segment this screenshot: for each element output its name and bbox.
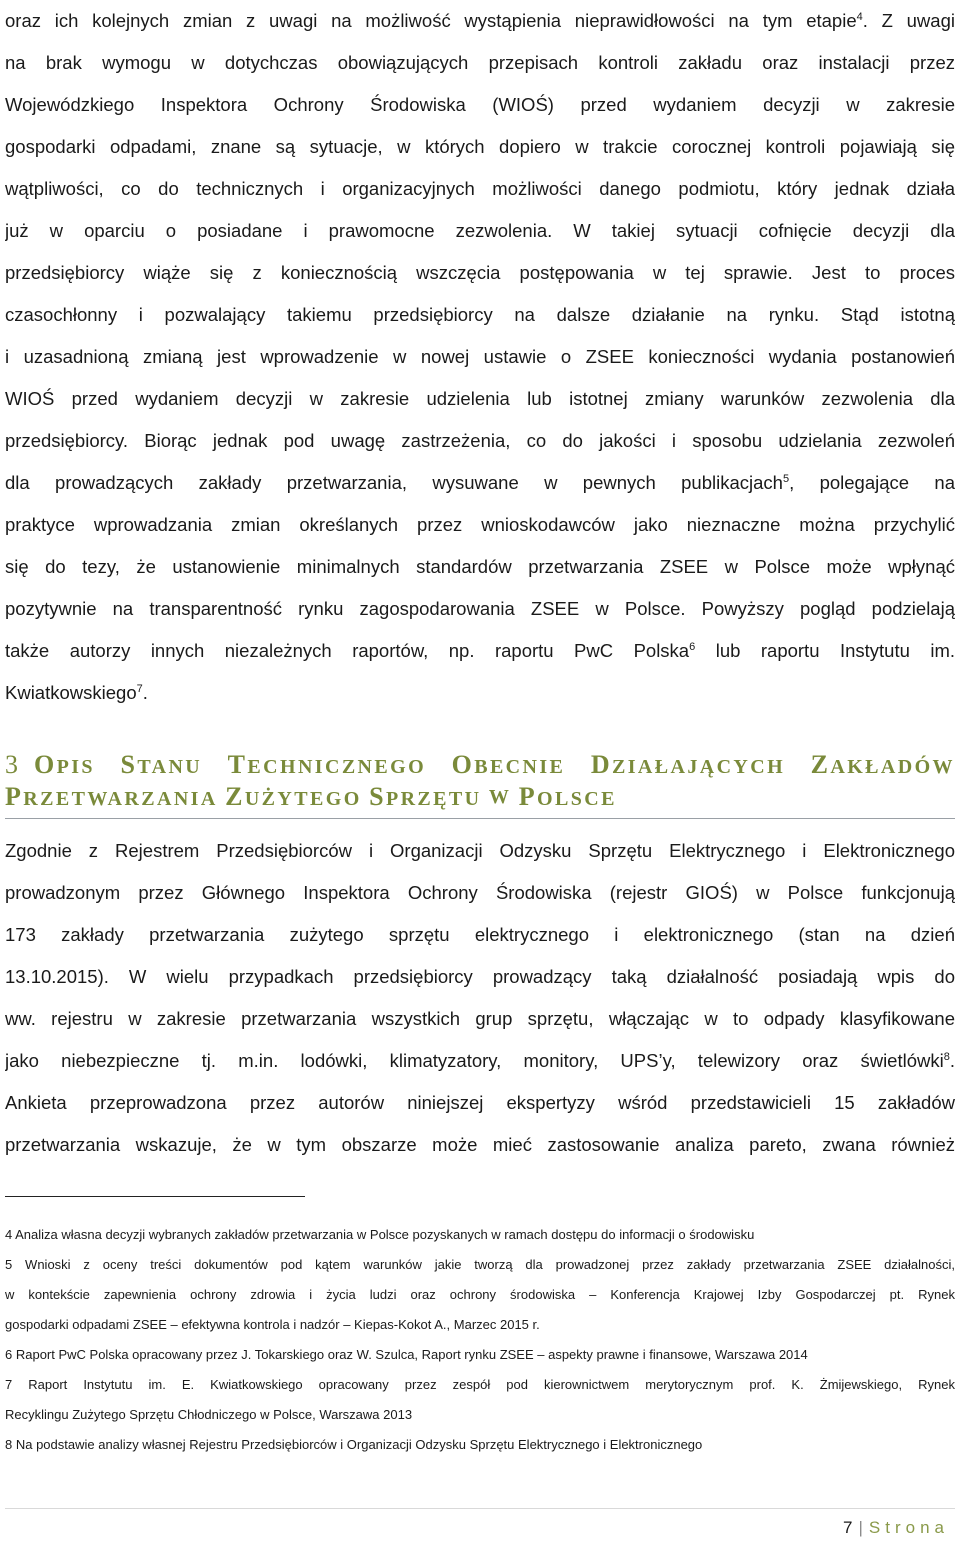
footnote-ref-5[interactable]: 5 bbox=[782, 472, 790, 485]
footnote-8: 8 Na podstawie analizy własnej Rejestru Przedsiębiorców i Organizacji Odzysku Sprzętu Elektrycznego i Elektronicznego bbox=[5, 1437, 703, 1452]
section-heading-row-1 bbox=[5, 740, 955, 780]
paragraph-2-line-2: prowadzonym przez Głównego Inspektora Ochrony Środowiska (rejestr GIOŚ) w Polsce funkcjonują bbox=[5, 882, 955, 903]
heading-word: SPRZĘTU bbox=[369, 782, 482, 811]
footnote-5-line-3: gospodarki odpadami ZSEE – efektywna kontrola i nadzór – Kiepas-Kokot A., Marzec 2015 r. bbox=[5, 1317, 540, 1332]
heading-word: OBECNIE bbox=[451, 750, 566, 779]
document-page bbox=[5, 0, 955, 1543]
footnote-separator bbox=[5, 1196, 305, 1197]
footnote-ref-6[interactable]: 6 bbox=[689, 640, 696, 653]
heading-word: W bbox=[488, 785, 512, 808]
page-footer bbox=[843, 1518, 949, 1538]
section-number: 3 bbox=[5, 750, 18, 779]
footnote-ref-8[interactable]: 8 bbox=[943, 1050, 950, 1063]
footnotes bbox=[5, 1220, 955, 1460]
footnote-4: 4 Analiza własna decyzji wybranych zakładów przetwarzania w Polsce pozyskanych w ramach dostępu do informacji o środowisku bbox=[5, 1227, 755, 1242]
paragraph-1-line-11: przedsiębiorcy. Biorąc jednak pod uwagę zastrzeżenia, co do jakości i sposobu udzielania zezwoleń bbox=[5, 430, 955, 451]
footnote-7-line-2: Recyklingu Zużytego Sprzętu Chłodniczego w Polsce, Warszawa 2013 bbox=[5, 1407, 413, 1422]
paragraph-2-line-7: Ankieta przeprowadzona przez autorów niniejszej ekspertyzy wśród przedstawicieli 15 zakładów bbox=[5, 1092, 955, 1113]
paragraph-1-line-5: wątpliwości, co do technicznych i organizacyjnych możliwości danego podmiotu, który jednak działa bbox=[5, 178, 955, 199]
heading-word: ZAKŁADÓW bbox=[810, 750, 955, 779]
paragraph-1-line-15: pozytywnie na transparentność rynku zagospodarowania ZSEE w Polsce. Powyższy pogląd podzielają bbox=[5, 598, 955, 619]
footnote-6: 6 Raport PwC Polska opracowany przez J. Tokarskiego oraz W. Szulca, Raport rynku ZSEE – aspekty prawne i finansowe, Warszawa 2014 bbox=[5, 1347, 808, 1362]
paragraph-1-line-14: się do tezy, że ustanowienie minimalnych standardów przetwarzania ZSEE w Polsce może wpłynąć bbox=[5, 556, 955, 577]
footer-rule bbox=[5, 1508, 955, 1509]
footnote-7-line-1: 7 Raport Instytutu im. E. Kwiatkowskiego opracowany przez zespół pod kierownictwem merytorycznym prof. K. Żmijewskiego, Rynek bbox=[5, 1377, 955, 1392]
heading-word: ZUŻYTEGO bbox=[225, 782, 362, 811]
paragraph-1-line-13: praktyce wprowadzania zmian określanych przez wnioskodawców jako nieznaczne można przychylić bbox=[5, 514, 955, 535]
paragraph-1-line-10: WIOŚ przed wydaniem decyzji w zakresie udzielenia lub istotnej zmiany warunków zezwolenia dla bbox=[5, 388, 955, 409]
paragraph-2-line-5: ww. rejestru w zakresie przetwarzania wszystkich grup sprzętu, włączając w to odpady klasyfikowane bbox=[5, 1008, 955, 1029]
footnote-5-line-2: w kontekście zapewnienia ochrony zdrowia i życia ludzi oraz ochrony środowiska – Konferencja Krajowej Izby Gospodarczej pt. Rynek bbox=[5, 1287, 955, 1302]
section-heading bbox=[5, 740, 955, 819]
paragraph-1-line-1: oraz ich kolejnych zmian z uwagi na możliwość wystąpienia nieprawidłowości na tym etapie$^4$. Z uwagi bbox=[5, 10, 955, 31]
paragraph-1-line-4: gospodarki odpadami, znane są sytuacje, w których dopiero w trakcie corocznej kontroli pojawiają się bbox=[5, 136, 955, 157]
heading-word: TECHNICZNEGO bbox=[227, 750, 427, 779]
paragraph-2-line-1: Zgodnie z Rejestrem Przedsiębiorców i Organizacji Odzysku Sprzętu Elektrycznego i Elektronicznego bbox=[5, 840, 955, 861]
footnote-5-line-1: 5 Wnioski z oceny treści dokumentów pod kątem warunków jakie tworzą dla prowadzonej przez zakłady przetwarzania ZSEE działalności, bbox=[5, 1257, 955, 1272]
paragraph-2-line-8: przetwarzania wskazuje, że w tym obszarze może mieć zastosowanie analiza pareto, zwana również bbox=[5, 1134, 955, 1155]
heading-underline bbox=[5, 818, 955, 819]
paragraph-2 bbox=[5, 830, 955, 1166]
paragraph-1-line-8: czasochłonny i pozwalający takiemu przedsiębiorcy na dalsze działanie na rynku. Stąd istotną bbox=[5, 304, 955, 325]
footer-label: Strona bbox=[868, 1518, 949, 1537]
paragraph-1-line-16: także autorzy innych niezależnych raportów, np. raportu PwC Polska$^6$ lub raportu Instytutu im. bbox=[5, 640, 955, 661]
paragraph-1-line-7: przedsiębiorcy wiąże się z koniecznością wszczęcia postępowania w tej sprawie. Jest to proces bbox=[5, 262, 955, 283]
paragraph-1-line-6: już w oparciu o posiadane i prawomocne zezwolenia. W takiej sytuacji cofnięcie decyzji dla bbox=[5, 220, 955, 241]
footnote-ref-7[interactable]: 7 bbox=[136, 682, 143, 695]
section-heading-row-2 bbox=[5, 780, 955, 814]
paragraph-1-line-9: i uzasadnioną zmianą jest wprowadzenie w nowej ustawie o ZSEE konieczności wydania postanowień bbox=[5, 346, 955, 367]
paragraph-1-line-17: Kwiatkowskiego$^7$. bbox=[5, 682, 148, 703]
heading-word: DZIAŁAJĄCYCH bbox=[590, 750, 786, 779]
heading-word: PRZETWARZANIA bbox=[5, 782, 218, 811]
page-number: 7 bbox=[843, 1518, 853, 1537]
footer-separator: | bbox=[858, 1518, 863, 1537]
footnote-ref-4[interactable]: 4 bbox=[856, 10, 863, 23]
heading-word: OPIS bbox=[34, 750, 95, 779]
paragraph-1 bbox=[5, 0, 955, 714]
paragraph-1-line-3: Wojewódzkiego Inspektora Ochrony Środowiska (WIOŚ) przed wydaniem decyzji w zakresie bbox=[5, 94, 955, 115]
paragraph-2-line-4: 13.10.2015). W wielu przypadkach przedsiębiorcy prowadzący taką działalność posiadają wpis do bbox=[5, 966, 955, 987]
heading-word: STANU bbox=[120, 750, 203, 779]
paragraph-2-line-6: jako niebezpieczne tj. m.in. lodówki, klimatyzatory, monitory, UPS’y, telewizory oraz świetlówki$^8$. bbox=[5, 1050, 955, 1071]
paragraph-1-line-12: dla prowadzących zakłady przetwarzania, wysuwane w pewnych publikacjach$^5$, polegające na bbox=[5, 472, 955, 493]
paragraph-1-line-2: na brak wymogu w dotychczas obowiązujących przepisach kontroli zakładu oraz instalacji przez bbox=[5, 52, 955, 73]
heading-word: POLSCE bbox=[518, 782, 617, 811]
paragraph-2-line-3: 173 zakłady przetwarzania zużytego sprzętu elektrycznego i elektronicznego (stan na dzień bbox=[5, 924, 955, 945]
